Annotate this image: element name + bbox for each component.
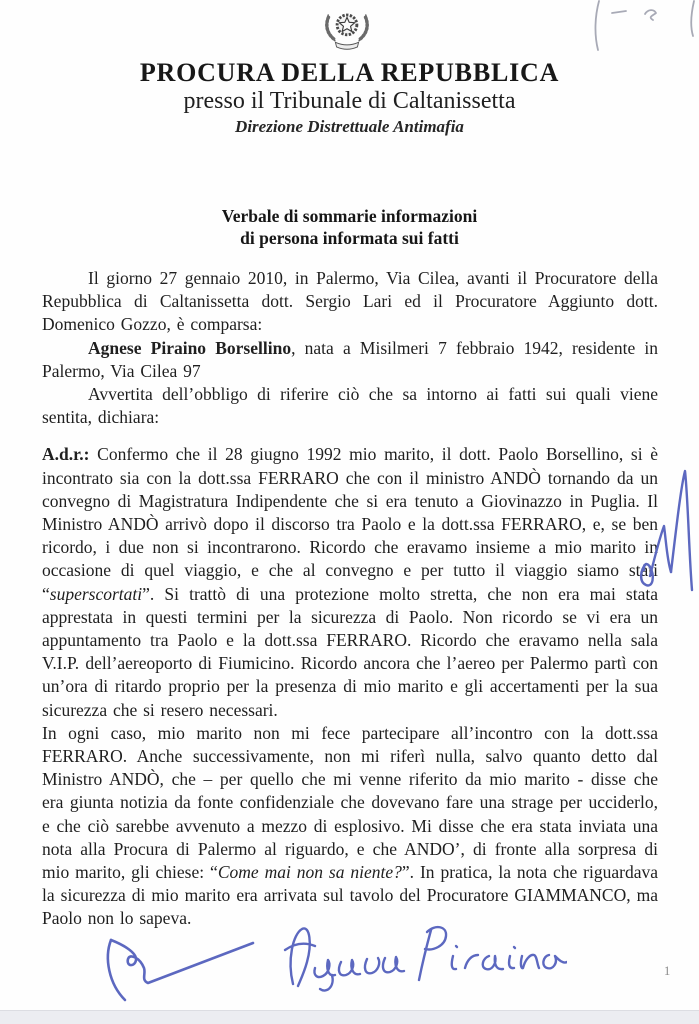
text-segment: Come mai non sa niente?	[217, 862, 402, 883]
paragraph	[42, 267, 658, 337]
paragraph	[42, 337, 658, 383]
document-body	[42, 267, 658, 931]
page-number: 1	[664, 964, 671, 978]
header-division-name: Direzione Distrettuale Antimafia	[235, 117, 464, 136]
paraph-signature-left	[85, 928, 260, 1008]
header-office-name: PROCURA DELLA REPUBBLICA	[139, 58, 560, 87]
text-segment: ”. Si trattò di una protezione molto stretta, che non era mai stata apprestata in questi termini per la sicurezza di Paolo. Non ricordo se vi era un appuntamento tra Paolo e la dott.ssa FERRARO. Ricordo che eravamo nella sala V.I.P. dell’aereoporto di Fiumicino. Ricordo ancora che l’aereo per Palermo partì con un’ora di ritardo proprio per la presenza di mio marito e gli accertamenti per la sua sicurezza che si resero necessari.	[42, 583, 658, 720]
scan-edge-strip	[0, 1010, 699, 1024]
paragraph	[42, 722, 658, 931]
text-segment: Il giorno 27 gennaio 2010, in Palermo, Via Cilea, avanti il Procuratore della Repubblica di Caltanissetta dott. Sergio Lari ed il Procuratore Aggiunto dott. Domenico Gozzo, è comparsa:	[42, 268, 658, 335]
text-segment: superscortati	[49, 583, 143, 604]
header-court-name: presso il Tribunale di Caltanissetta	[183, 88, 516, 114]
text-segment: Confermo che il 28 giugno 1992 mio marito, il dott. Paolo Borsellino, si è incontrato sia con la dott.ssa FERRARO che con il ministro ANDÒ tornando da un convegno di Magistratura Indipendente che si era tenuto a Giovinazzo in Puglia. Il Ministro ANDÒ arrivò dopo il discorso tra Paolo e la dott.ssa FERRARO, e, se ben ricordo, i due non si incontrarono. Ricordo che eravamo insieme a mio marito in occasione di quel viaggio, e che al convegno e per tutto il viaggio siamo stati “	[42, 444, 658, 604]
text-segment: , nata a Misilmeri 7 febbraio 1942, residente in Palermo, Via Cilea 97	[42, 337, 658, 381]
margin-initials-mark	[638, 464, 695, 600]
text-segment: Agnese Piraino Borsellino	[88, 337, 292, 358]
paragraph	[42, 443, 658, 721]
paragraph	[42, 383, 658, 429]
text-segment: Avvertita dell’obbligo di riferire ciò che sa intorno ai fatti sui quali viene sentita, dichiara:	[42, 384, 658, 428]
signature-agnese-piraino	[275, 918, 567, 996]
text-segment: A.d.r.:	[42, 444, 90, 465]
text-segment: ”. In pratica, la nota che riguardava la sicurezza di mio marito era arrivata sul tavolo del Procuratore GIAMMANCO, ma Paolo non lo sapeva.	[42, 862, 659, 929]
document-title-line2: di persona informata sui fatti	[240, 228, 459, 248]
document-title-line1: Verbale di sommarie informazioni	[221, 206, 478, 226]
italian-republic-emblem-icon	[318, 5, 376, 61]
text-segment: In ogni caso, mio marito non mi fece partecipare all’incontro con la dott.ssa FERRARO. Anche successivamente, non mi riferì nulla, salvo quanto detto dal Ministro ANDÒ, che – per quello che mi venne riferito da mio marito - disse che era giunta notizia da fonte confidenziale che dovevano fare una strage per ucciderlo, e che ciò sarebbe avvenuto a mezzo di esplosivo. Mi disse che era stata inviata una nota alla Procura di Palermo al riguardo, e che ANDO’, di fronte alla sorpresa di mio marito, gli chiese: “	[42, 722, 658, 883]
faint-pen-marks-icon	[590, 0, 699, 70]
document-title	[0, 205, 699, 249]
